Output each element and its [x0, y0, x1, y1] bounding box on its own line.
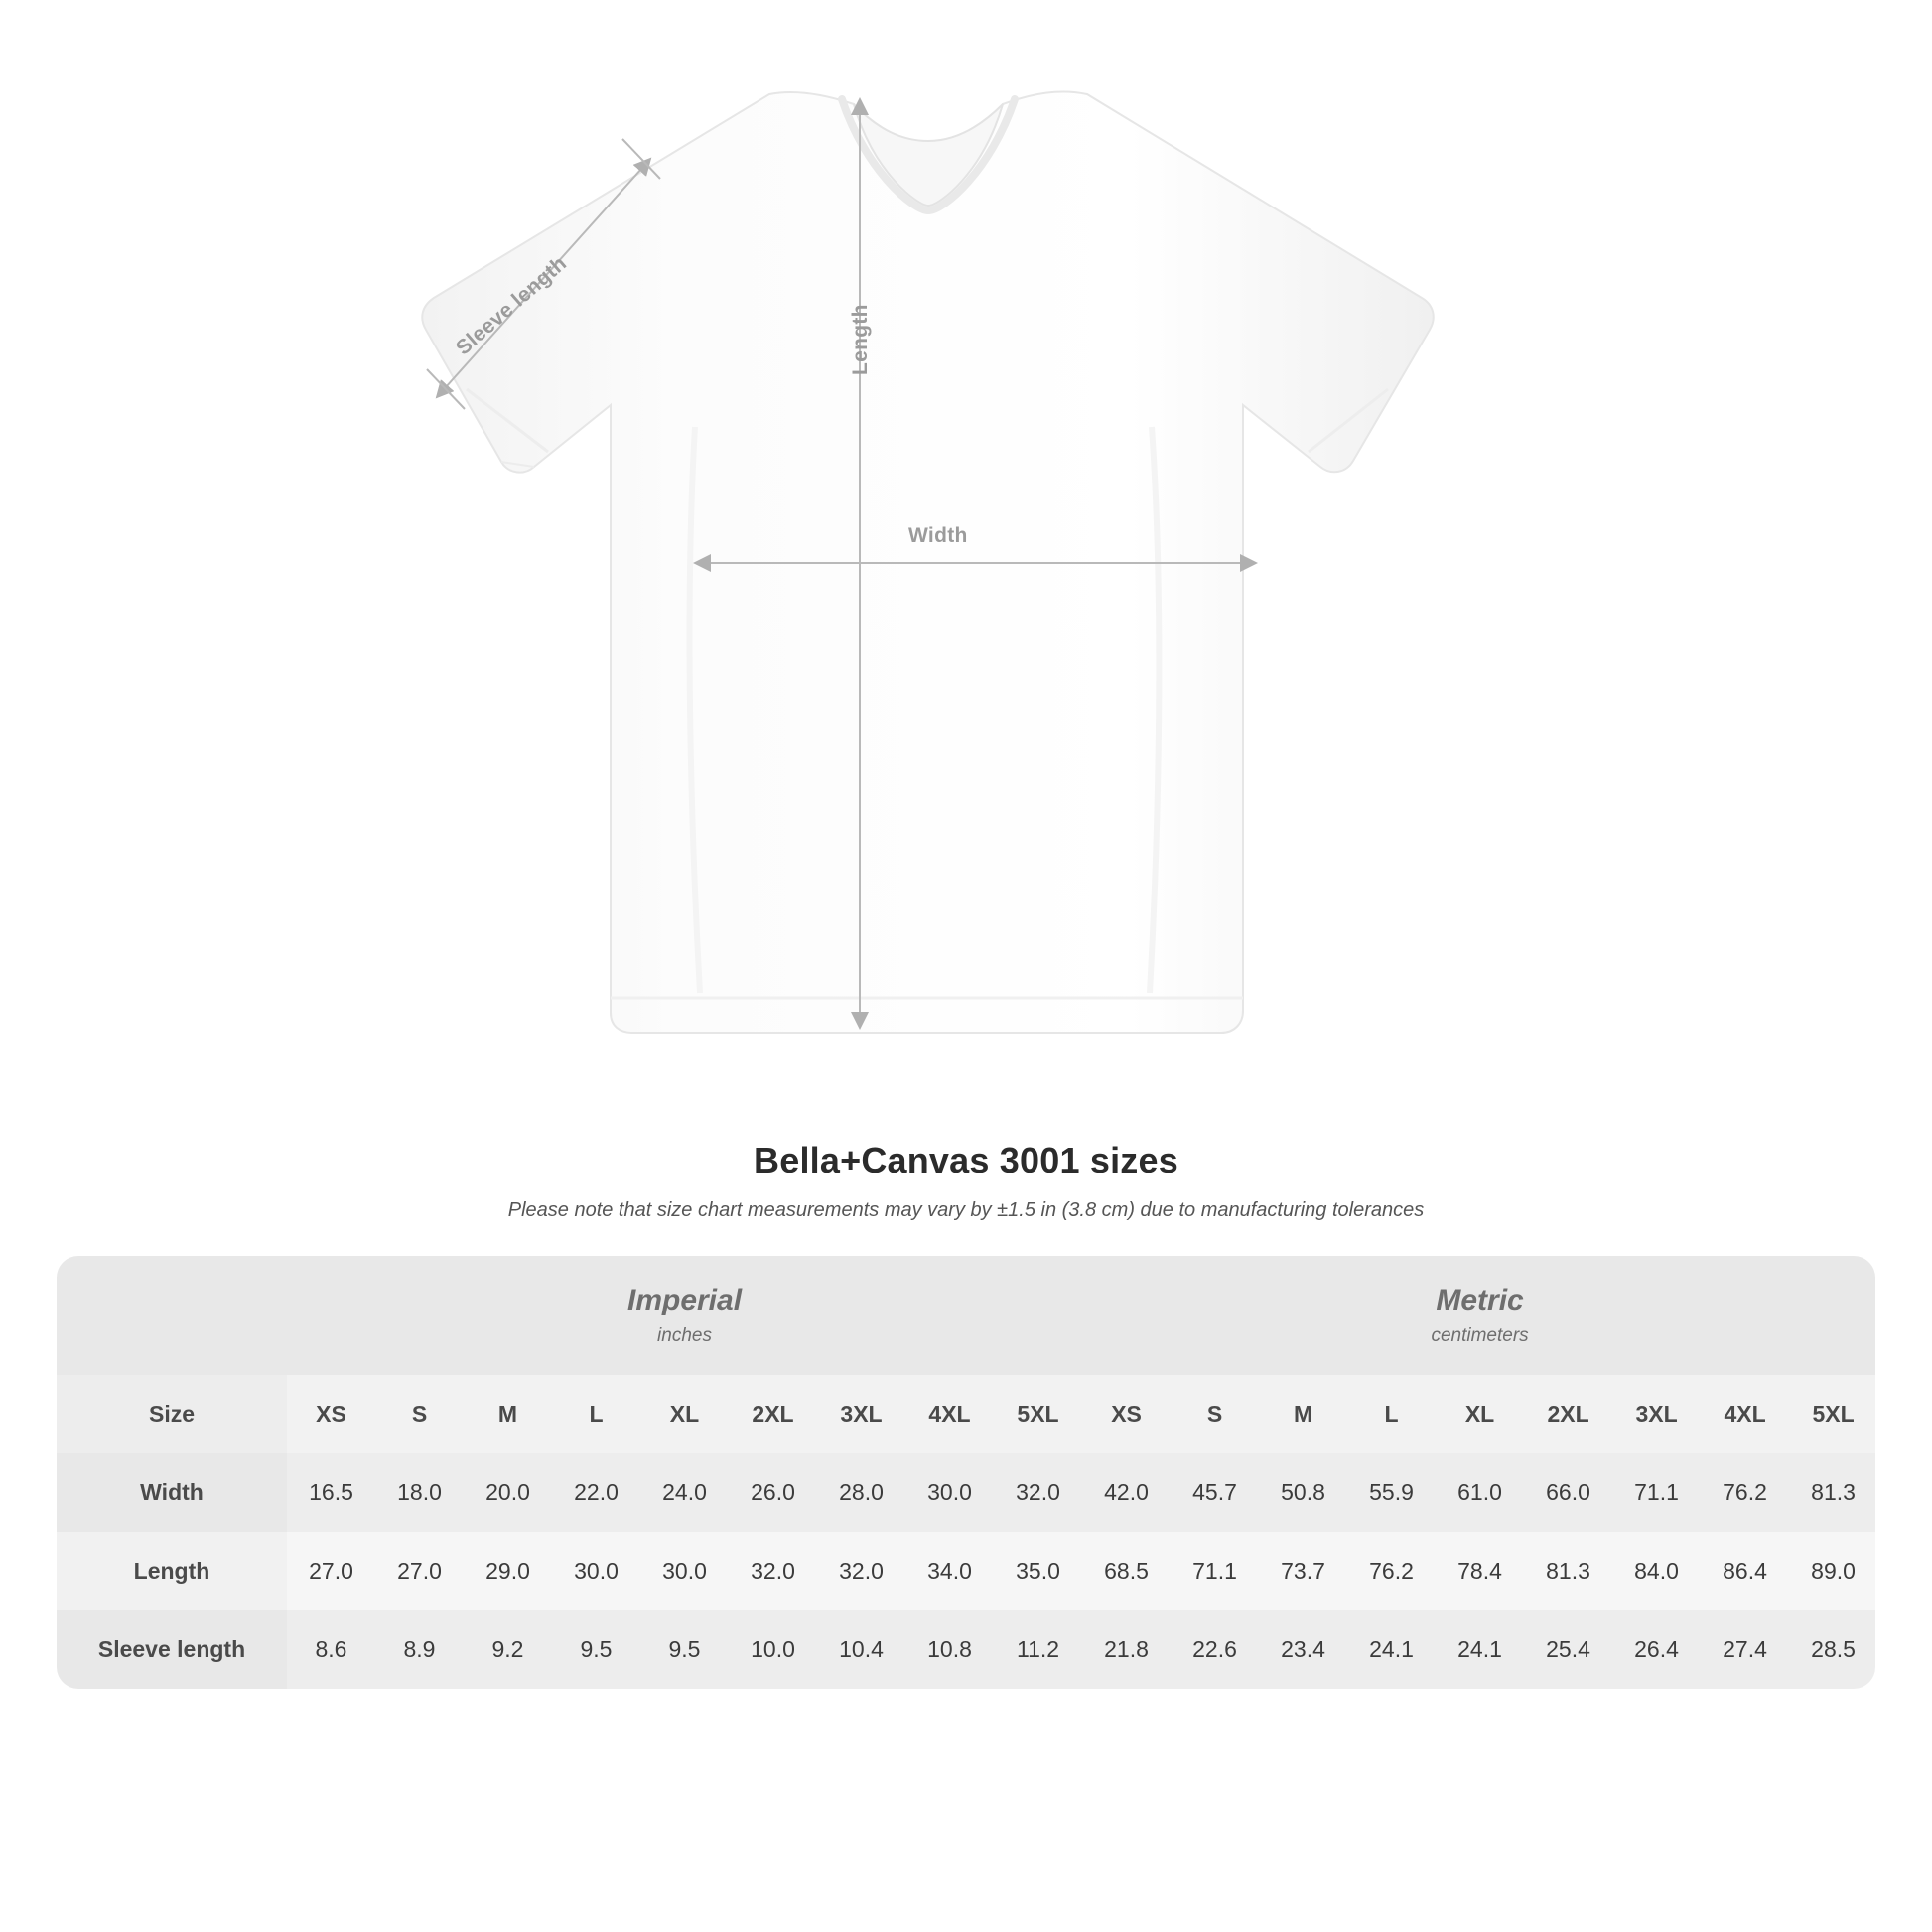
measurement-cell: 10.8	[905, 1610, 994, 1689]
measurement-cell: 61.0	[1436, 1453, 1524, 1532]
measurement-cell: 21.8	[1082, 1610, 1171, 1689]
measurement-label: Width	[57, 1453, 287, 1532]
measurement-cell: 28.0	[817, 1453, 905, 1532]
table-row	[57, 1453, 1875, 1532]
measurement-cell: 18.0	[375, 1453, 464, 1532]
measurement-cell: 32.0	[729, 1532, 817, 1610]
measurement-cell: 50.8	[1259, 1453, 1347, 1532]
measurement-cell: 9.5	[640, 1610, 729, 1689]
size-header-cell: M	[1259, 1375, 1347, 1453]
unit-imperial-name: Imperial	[626, 1284, 743, 1316]
measurement-cell: 35.0	[994, 1532, 1082, 1610]
measurement-cell: 32.0	[994, 1453, 1082, 1532]
size-header-cell: XS	[1082, 1375, 1171, 1453]
table-row	[57, 1610, 1875, 1689]
measurement-label: Length	[57, 1532, 287, 1610]
size-table-wrapper	[57, 1256, 1875, 1689]
measurement-cell: 20.0	[464, 1453, 552, 1532]
measurement-cell: 78.4	[1436, 1532, 1524, 1610]
size-table	[57, 1256, 1875, 1689]
size-header-cell: 4XL	[1701, 1375, 1789, 1453]
unit-group-imperial	[287, 1256, 1082, 1375]
measurement-cell: 24.1	[1347, 1610, 1436, 1689]
size-header-cell: 3XL	[1612, 1375, 1701, 1453]
measurement-cell: 16.5	[287, 1453, 375, 1532]
table-header-row	[57, 1375, 1875, 1453]
measurement-cell: 26.4	[1612, 1610, 1701, 1689]
measurement-cell: 73.7	[1259, 1532, 1347, 1610]
measurement-cell: 28.5	[1789, 1610, 1875, 1689]
size-header-cell: XL	[1436, 1375, 1524, 1453]
title-block	[0, 1140, 1932, 1222]
measurement-cell: 30.0	[640, 1532, 729, 1610]
size-header-cell: XL	[640, 1375, 729, 1453]
unit-metric-name: Metric	[1436, 1284, 1524, 1316]
measurement-cell: 22.0	[552, 1453, 640, 1532]
size-header-cell: M	[464, 1375, 552, 1453]
size-header-cell: 2XL	[729, 1375, 817, 1453]
size-header-cell: L	[552, 1375, 640, 1453]
size-header-cell: 2XL	[1524, 1375, 1612, 1453]
measurement-cell: 26.0	[729, 1453, 817, 1532]
unit-imperial-sub: inches	[657, 1324, 712, 1346]
measurement-cell: 9.2	[464, 1610, 552, 1689]
measurement-cell: 45.7	[1171, 1453, 1259, 1532]
size-header-cell: S	[1171, 1375, 1259, 1453]
measurement-cell: 76.2	[1347, 1532, 1436, 1610]
measurement-cell: 27.0	[375, 1532, 464, 1610]
measurement-cell: 84.0	[1612, 1532, 1701, 1610]
measurement-cell: 10.0	[729, 1610, 817, 1689]
measurement-label: Sleeve length	[57, 1610, 287, 1689]
size-header-cell: 5XL	[1789, 1375, 1875, 1453]
measurement-cell: 8.9	[375, 1610, 464, 1689]
measurement-cell: 29.0	[464, 1532, 552, 1610]
measurement-cell: 24.1	[1436, 1610, 1524, 1689]
measurement-cell: 89.0	[1789, 1532, 1875, 1610]
tolerance-note: Please note that size chart measurements may vary by ±1.5 in (3.8 cm) due to manufacturing tolerances	[507, 1199, 1425, 1221]
measurement-cell: 24.0	[640, 1453, 729, 1532]
size-header-cell: 4XL	[905, 1375, 994, 1453]
measurement-cell: 8.6	[287, 1610, 375, 1689]
measurement-cell: 25.4	[1524, 1610, 1612, 1689]
measurement-cell: 81.3	[1524, 1532, 1612, 1610]
measurement-cell: 81.3	[1789, 1453, 1875, 1532]
measurement-cell: 86.4	[1701, 1532, 1789, 1610]
size-header-cell: S	[375, 1375, 464, 1453]
measurement-cell: 30.0	[552, 1532, 640, 1610]
table-body	[57, 1453, 1875, 1689]
measurement-cell: 30.0	[905, 1453, 994, 1532]
width-label: Width	[908, 524, 968, 547]
size-header-cell: 5XL	[994, 1375, 1082, 1453]
size-header-cell: XS	[287, 1375, 375, 1453]
measurement-cell: 71.1	[1612, 1453, 1701, 1532]
measurement-cell: 66.0	[1524, 1453, 1612, 1532]
unit-metric-sub: centimeters	[1431, 1324, 1529, 1346]
unit-spacer-cell	[57, 1256, 287, 1375]
measurement-cell: 32.0	[817, 1532, 905, 1610]
size-header-cell: L	[1347, 1375, 1436, 1453]
size-header-cell: 3XL	[817, 1375, 905, 1453]
measurement-cell: 68.5	[1082, 1532, 1171, 1610]
row-header-title: Size	[57, 1375, 287, 1453]
page-title: Bella+Canvas 3001 sizes	[754, 1140, 1178, 1180]
measurement-cell: 22.6	[1171, 1610, 1259, 1689]
measurement-cell: 27.4	[1701, 1610, 1789, 1689]
measurement-cell: 42.0	[1082, 1453, 1171, 1532]
measurement-cell: 10.4	[817, 1610, 905, 1689]
unit-group-metric	[1082, 1256, 1875, 1375]
length-label: Length	[849, 304, 872, 375]
measurement-cell: 76.2	[1701, 1453, 1789, 1532]
unit-group-row	[57, 1256, 1875, 1375]
measurement-cell: 27.0	[287, 1532, 375, 1610]
measurement-cell: 23.4	[1259, 1610, 1347, 1689]
measurement-cell: 34.0	[905, 1532, 994, 1610]
measurement-cell: 55.9	[1347, 1453, 1436, 1532]
measurement-cell: 9.5	[552, 1610, 640, 1689]
measurement-cell: 71.1	[1171, 1532, 1259, 1610]
measurement-cell: 11.2	[994, 1610, 1082, 1689]
sleeve-length-label: Sleeve length	[452, 251, 572, 360]
table-row	[57, 1532, 1875, 1610]
